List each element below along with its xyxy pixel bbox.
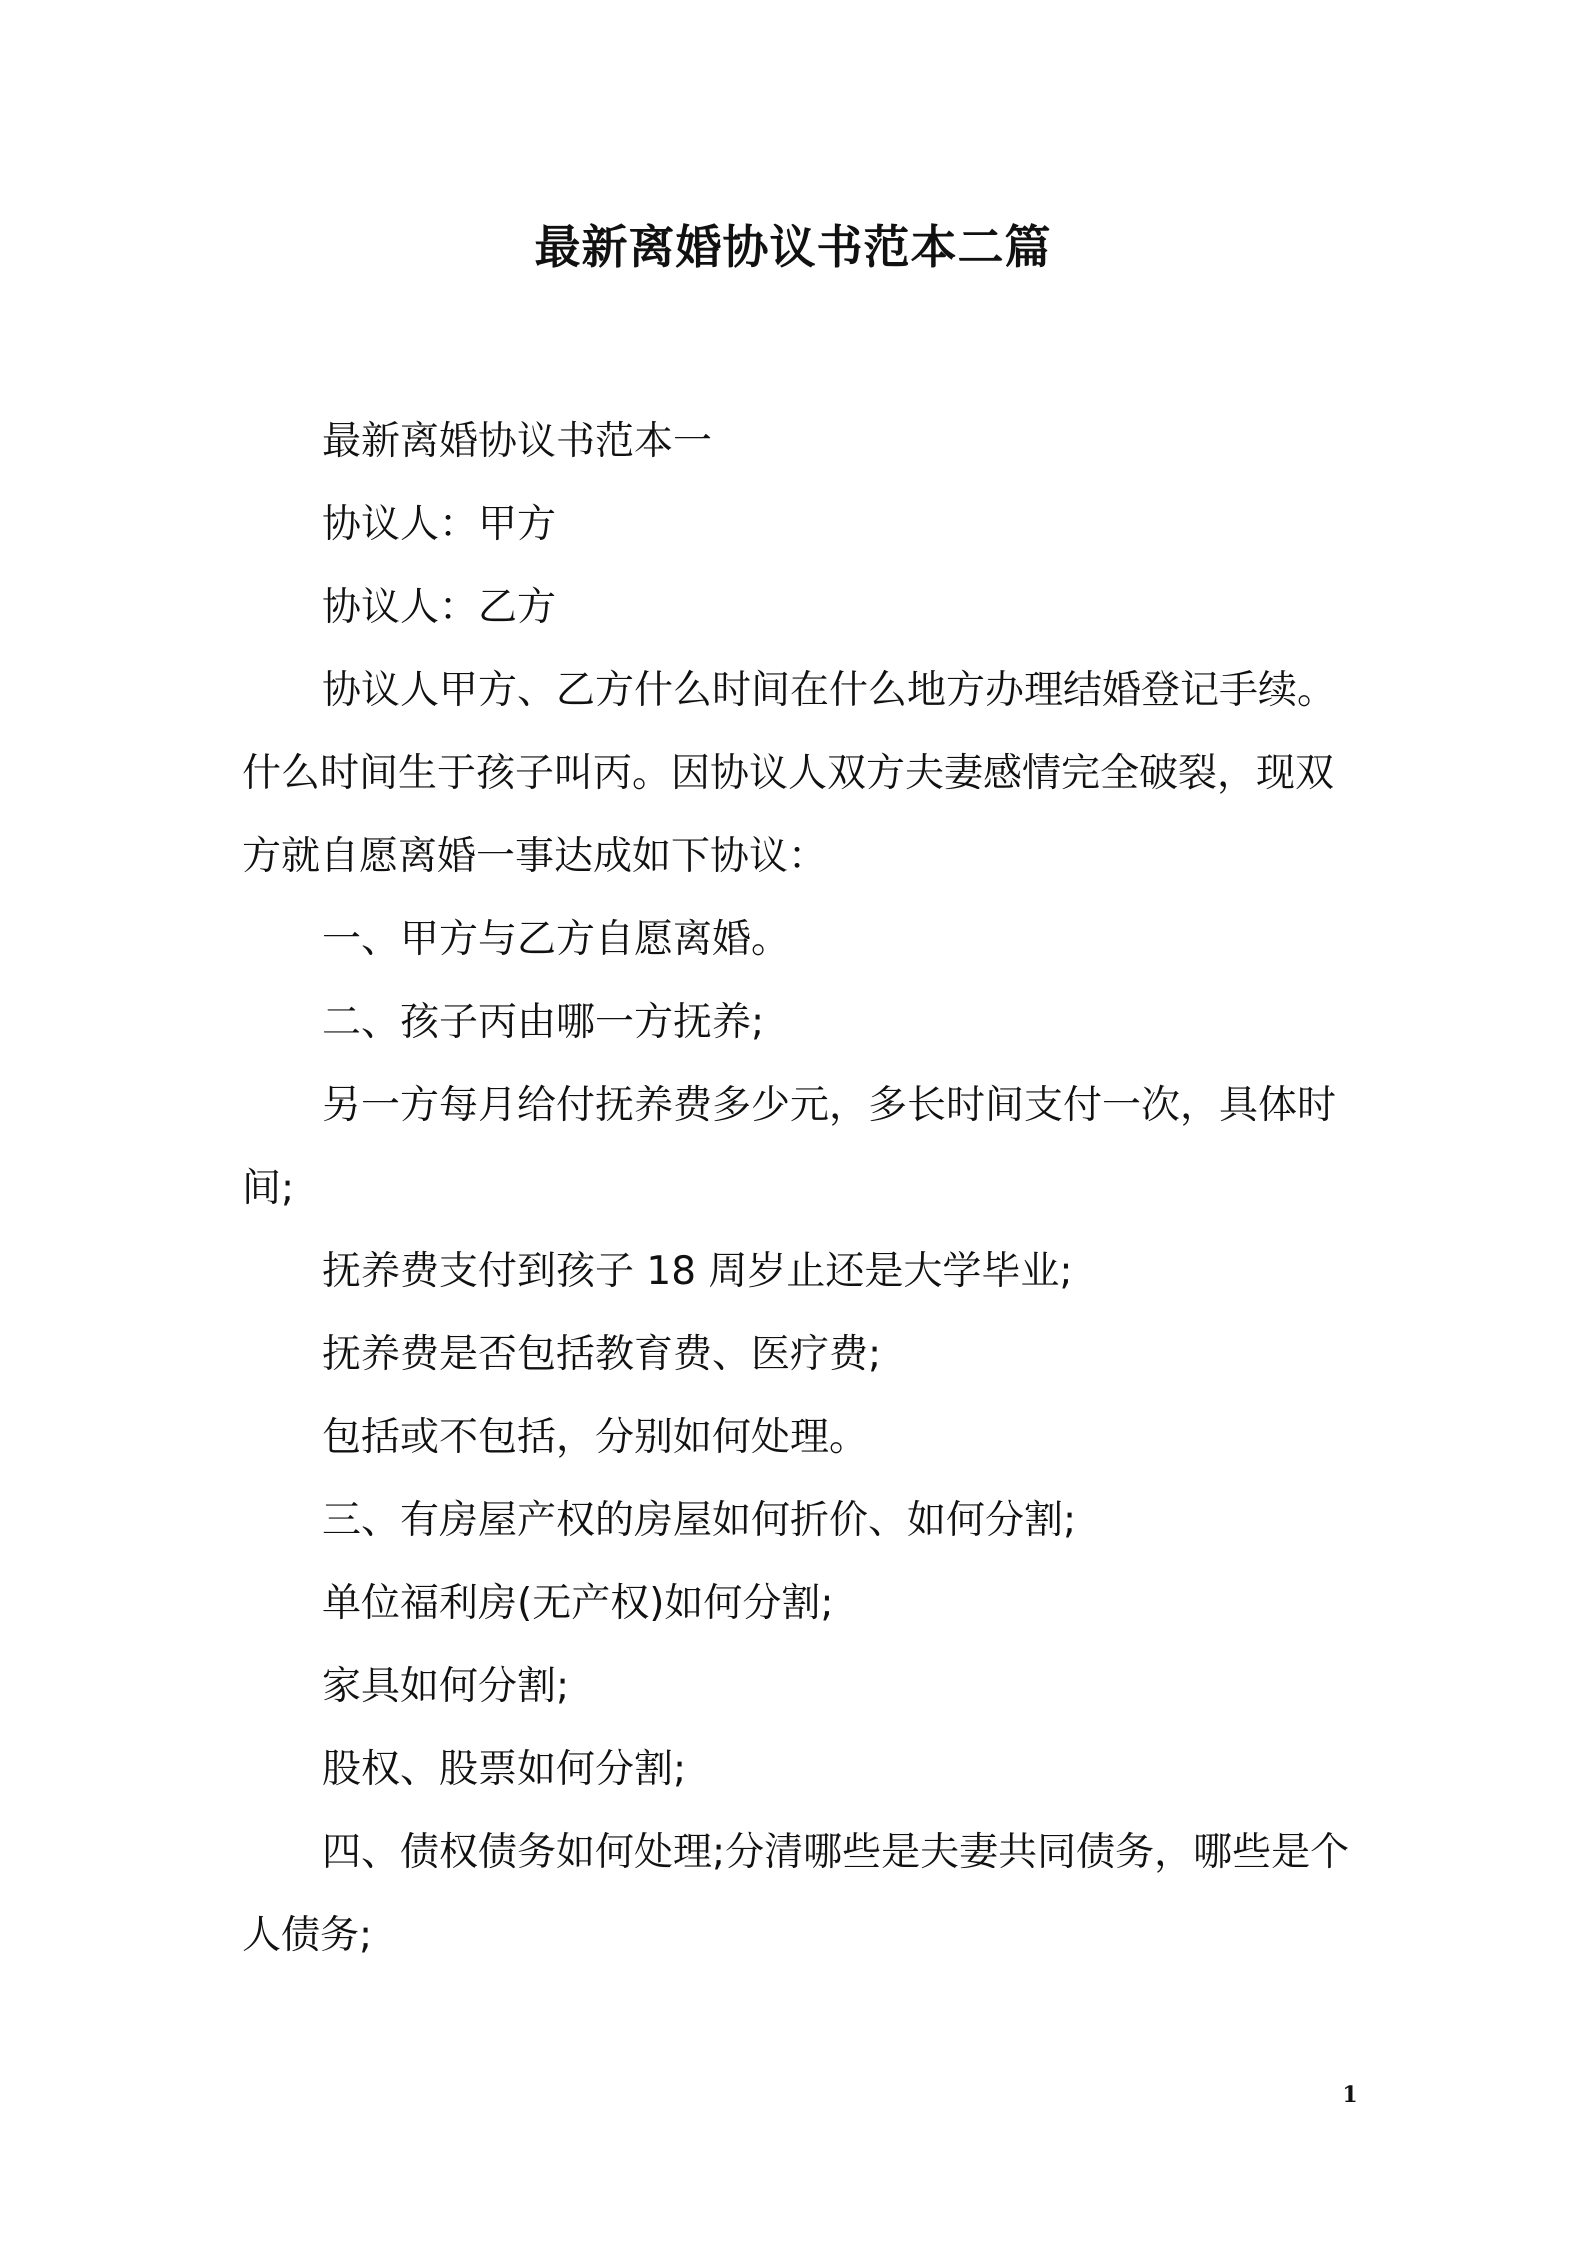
- paragraph-clause-1: 一、甲方与乙方自愿离婚。: [322, 917, 791, 962]
- paragraph-clause-2: 二、孩子丙由哪一方抚养;: [322, 1000, 765, 1045]
- paragraph-support-duration: 抚养费支付到孩子 18 周岁止还是大学毕业;: [322, 1249, 1073, 1294]
- paragraph-support-payment: 另一方每月给付抚养费多少元，多长时间支付一次，具体时间;: [242, 1083, 1337, 1211]
- paragraph-preamble: 协议人甲方、乙方什么时间在什么地方办理结婚登记手续。什么时间生于孩子叫丙。因协议人双方夫妻感情完全破裂，现双方就自愿离婚一事达成如下协议：: [242, 668, 1337, 879]
- paragraph-clause-4: 四、债权债务如何处理;分清哪些是夫妻共同债务，哪些是个人债务;: [242, 1830, 1350, 1958]
- paragraph-stocks: 股权、股票如何分割;: [322, 1747, 687, 1792]
- paragraph-party-a: 协议人：甲方: [322, 502, 557, 547]
- paragraph-furniture: 家具如何分割;: [322, 1664, 570, 1709]
- paragraph-party-b: 协议人：乙方: [322, 585, 557, 630]
- document-title: 最新离婚协议书范本二篇: [534, 220, 1052, 274]
- document-body: [242, 400, 1362, 1977]
- paragraph-subtitle: 最新离婚协议书范本一: [322, 419, 713, 464]
- paragraph-clause-3: 三、有房屋产权的房屋如何折价、如何分割;: [322, 1498, 1077, 1543]
- paragraph-support-scope: 抚养费是否包括教育费、医疗费;: [322, 1332, 882, 1377]
- paragraph-support-handling: 包括或不包括，分别如何处理。: [322, 1415, 869, 1460]
- paragraph-welfare-house: 单位福利房(无产权)如何分割;: [322, 1581, 834, 1626]
- page-number: 1: [1342, 2082, 1358, 2108]
